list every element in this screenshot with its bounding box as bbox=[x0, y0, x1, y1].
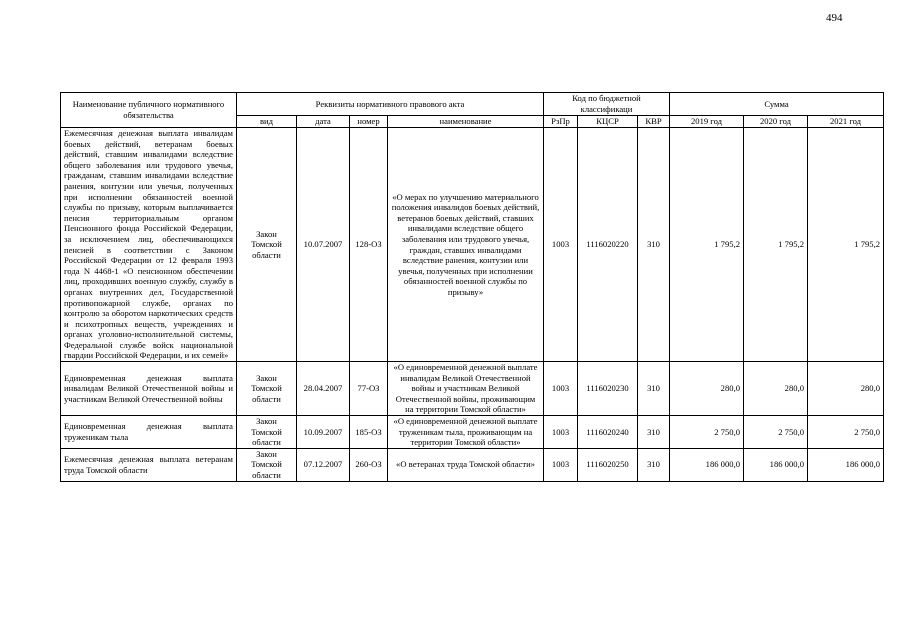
act-title: «О ветеранах труда Томской области» bbox=[388, 448, 544, 481]
kcsr-code: 1116020250 bbox=[578, 448, 638, 481]
obligation-name: Единовременная денежная выплата труженикам тыла bbox=[61, 416, 237, 449]
amount-2021: 186 000,0 bbox=[808, 448, 884, 481]
obligation-name: Ежемесячная денежная выплата инвалидам боевых действий, ветеранам боевых действий, ставшим инвалидами вследствие общего заболевания или трудового увечья, гражданам, ставшим инвалидами вследствие ранения, контузии или увечья, полученных при исполнении обязанностей военной службы по призыву, которым выплачивается пенсия территориальным органом Пенсионного фонда Российской Федерации, за исключением лиц, обеспечивающихся пенсией в соответствии с Законом Российской Федерации от 12 февраля 1993 года N 4468-1 «О пенсионном обеспечении лиц, проходивших военную службу, службу в органах внутренних дел, Государственной противопожарной службе, органах по контролю за оборотом наркотических средств и психотропных веществ, учреждениях и органах уголовно-исполнительной системы, Федеральной службе войск национальной гвардии Российской Федерации, и их семей» bbox=[61, 128, 237, 362]
act-type: Закон Томской области bbox=[237, 362, 297, 416]
obligation-name: Единовременная денежная выплата инвалидам Великой Отечественной войны и участникам Великой Отечественной войны bbox=[61, 362, 237, 416]
act-type: Закон Томской области bbox=[237, 416, 297, 449]
act-number: 260-ОЗ bbox=[350, 448, 388, 481]
header-budget-code: Код по бюджетной классификаци bbox=[544, 93, 670, 116]
act-number: 77-ОЗ bbox=[350, 362, 388, 416]
act-date: 07.12.2007 bbox=[297, 448, 350, 481]
table-row bbox=[61, 416, 884, 449]
amount-2021: 2 750,0 bbox=[808, 416, 884, 449]
act-title: «О мерах по улучшению материального положения инвалидов боевых действий, ветеранов боевых действий, ставших инвалидами вследствие общего заболевания или трудового увечья, граждан, ставших инвалидами вследствие ранения, контузии или увечья, полученных при исполнении обязанностей военной службы по призыву» bbox=[388, 128, 544, 362]
obligations-table bbox=[60, 92, 884, 482]
rzpr-code: 1003 bbox=[544, 128, 578, 362]
header-kcsr: КЦСР bbox=[578, 116, 638, 128]
header-rzpr: РзПр bbox=[544, 116, 578, 128]
table-row bbox=[61, 128, 884, 362]
header-number: номер bbox=[350, 116, 388, 128]
kvr-code: 310 bbox=[638, 128, 670, 362]
act-type: Закон Томской области bbox=[237, 128, 297, 362]
amount-2020: 280,0 bbox=[744, 362, 808, 416]
obligation-name: Ежемесячная денежная выплата ветеранам труда Томской области bbox=[61, 448, 237, 481]
act-title: «О единовременной денежной выплате труженикам тыла, проживающим на территории Томской области» bbox=[388, 416, 544, 449]
kvr-code: 310 bbox=[638, 448, 670, 481]
kcsr-code: 1116020220 bbox=[578, 128, 638, 362]
amount-2019: 280,0 bbox=[670, 362, 744, 416]
act-number: 128-ОЗ bbox=[350, 128, 388, 362]
header-2021: 2021 год bbox=[808, 116, 884, 128]
page-number: 494 bbox=[826, 12, 843, 24]
amount-2020: 2 750,0 bbox=[744, 416, 808, 449]
table-row bbox=[61, 448, 884, 481]
header-type: вид bbox=[237, 116, 297, 128]
amount-2019: 186 000,0 bbox=[670, 448, 744, 481]
header-date: дата bbox=[297, 116, 350, 128]
act-date: 28.04.2007 bbox=[297, 362, 350, 416]
amount-2020: 186 000,0 bbox=[744, 448, 808, 481]
amount-2020: 1 795,2 bbox=[744, 128, 808, 362]
kvr-code: 310 bbox=[638, 362, 670, 416]
act-type: Закон Томской области bbox=[237, 448, 297, 481]
act-date: 10.09.2007 bbox=[297, 416, 350, 449]
act-title: «О единовременной денежной выплате инвалидам Великой Отечественной войны и участникам Великой Отечественной войны, проживающим на территории Томской области» bbox=[388, 362, 544, 416]
kcsr-code: 1116020230 bbox=[578, 362, 638, 416]
act-date: 10.07.2007 bbox=[297, 128, 350, 362]
kcsr-code: 1116020240 bbox=[578, 416, 638, 449]
header-2019: 2019 год bbox=[670, 116, 744, 128]
rzpr-code: 1003 bbox=[544, 448, 578, 481]
amount-2019: 1 795,2 bbox=[670, 128, 744, 362]
kvr-code: 310 bbox=[638, 416, 670, 449]
table-row bbox=[61, 362, 884, 416]
amount-2019: 2 750,0 bbox=[670, 416, 744, 449]
act-number: 185-ОЗ bbox=[350, 416, 388, 449]
header-title: наименование bbox=[388, 116, 544, 128]
header-act-details: Реквизиты нормативного правового акта bbox=[237, 93, 544, 116]
header-name: Наименование публичного нормативного обязательства bbox=[61, 93, 237, 128]
rzpr-code: 1003 bbox=[544, 362, 578, 416]
rzpr-code: 1003 bbox=[544, 416, 578, 449]
header-amount: Сумма bbox=[670, 93, 884, 116]
amount-2021: 1 795,2 bbox=[808, 128, 884, 362]
header-kvr: КВР bbox=[638, 116, 670, 128]
amount-2021: 280,0 bbox=[808, 362, 884, 416]
header-2020: 2020 год bbox=[744, 116, 808, 128]
header-row bbox=[61, 93, 884, 116]
